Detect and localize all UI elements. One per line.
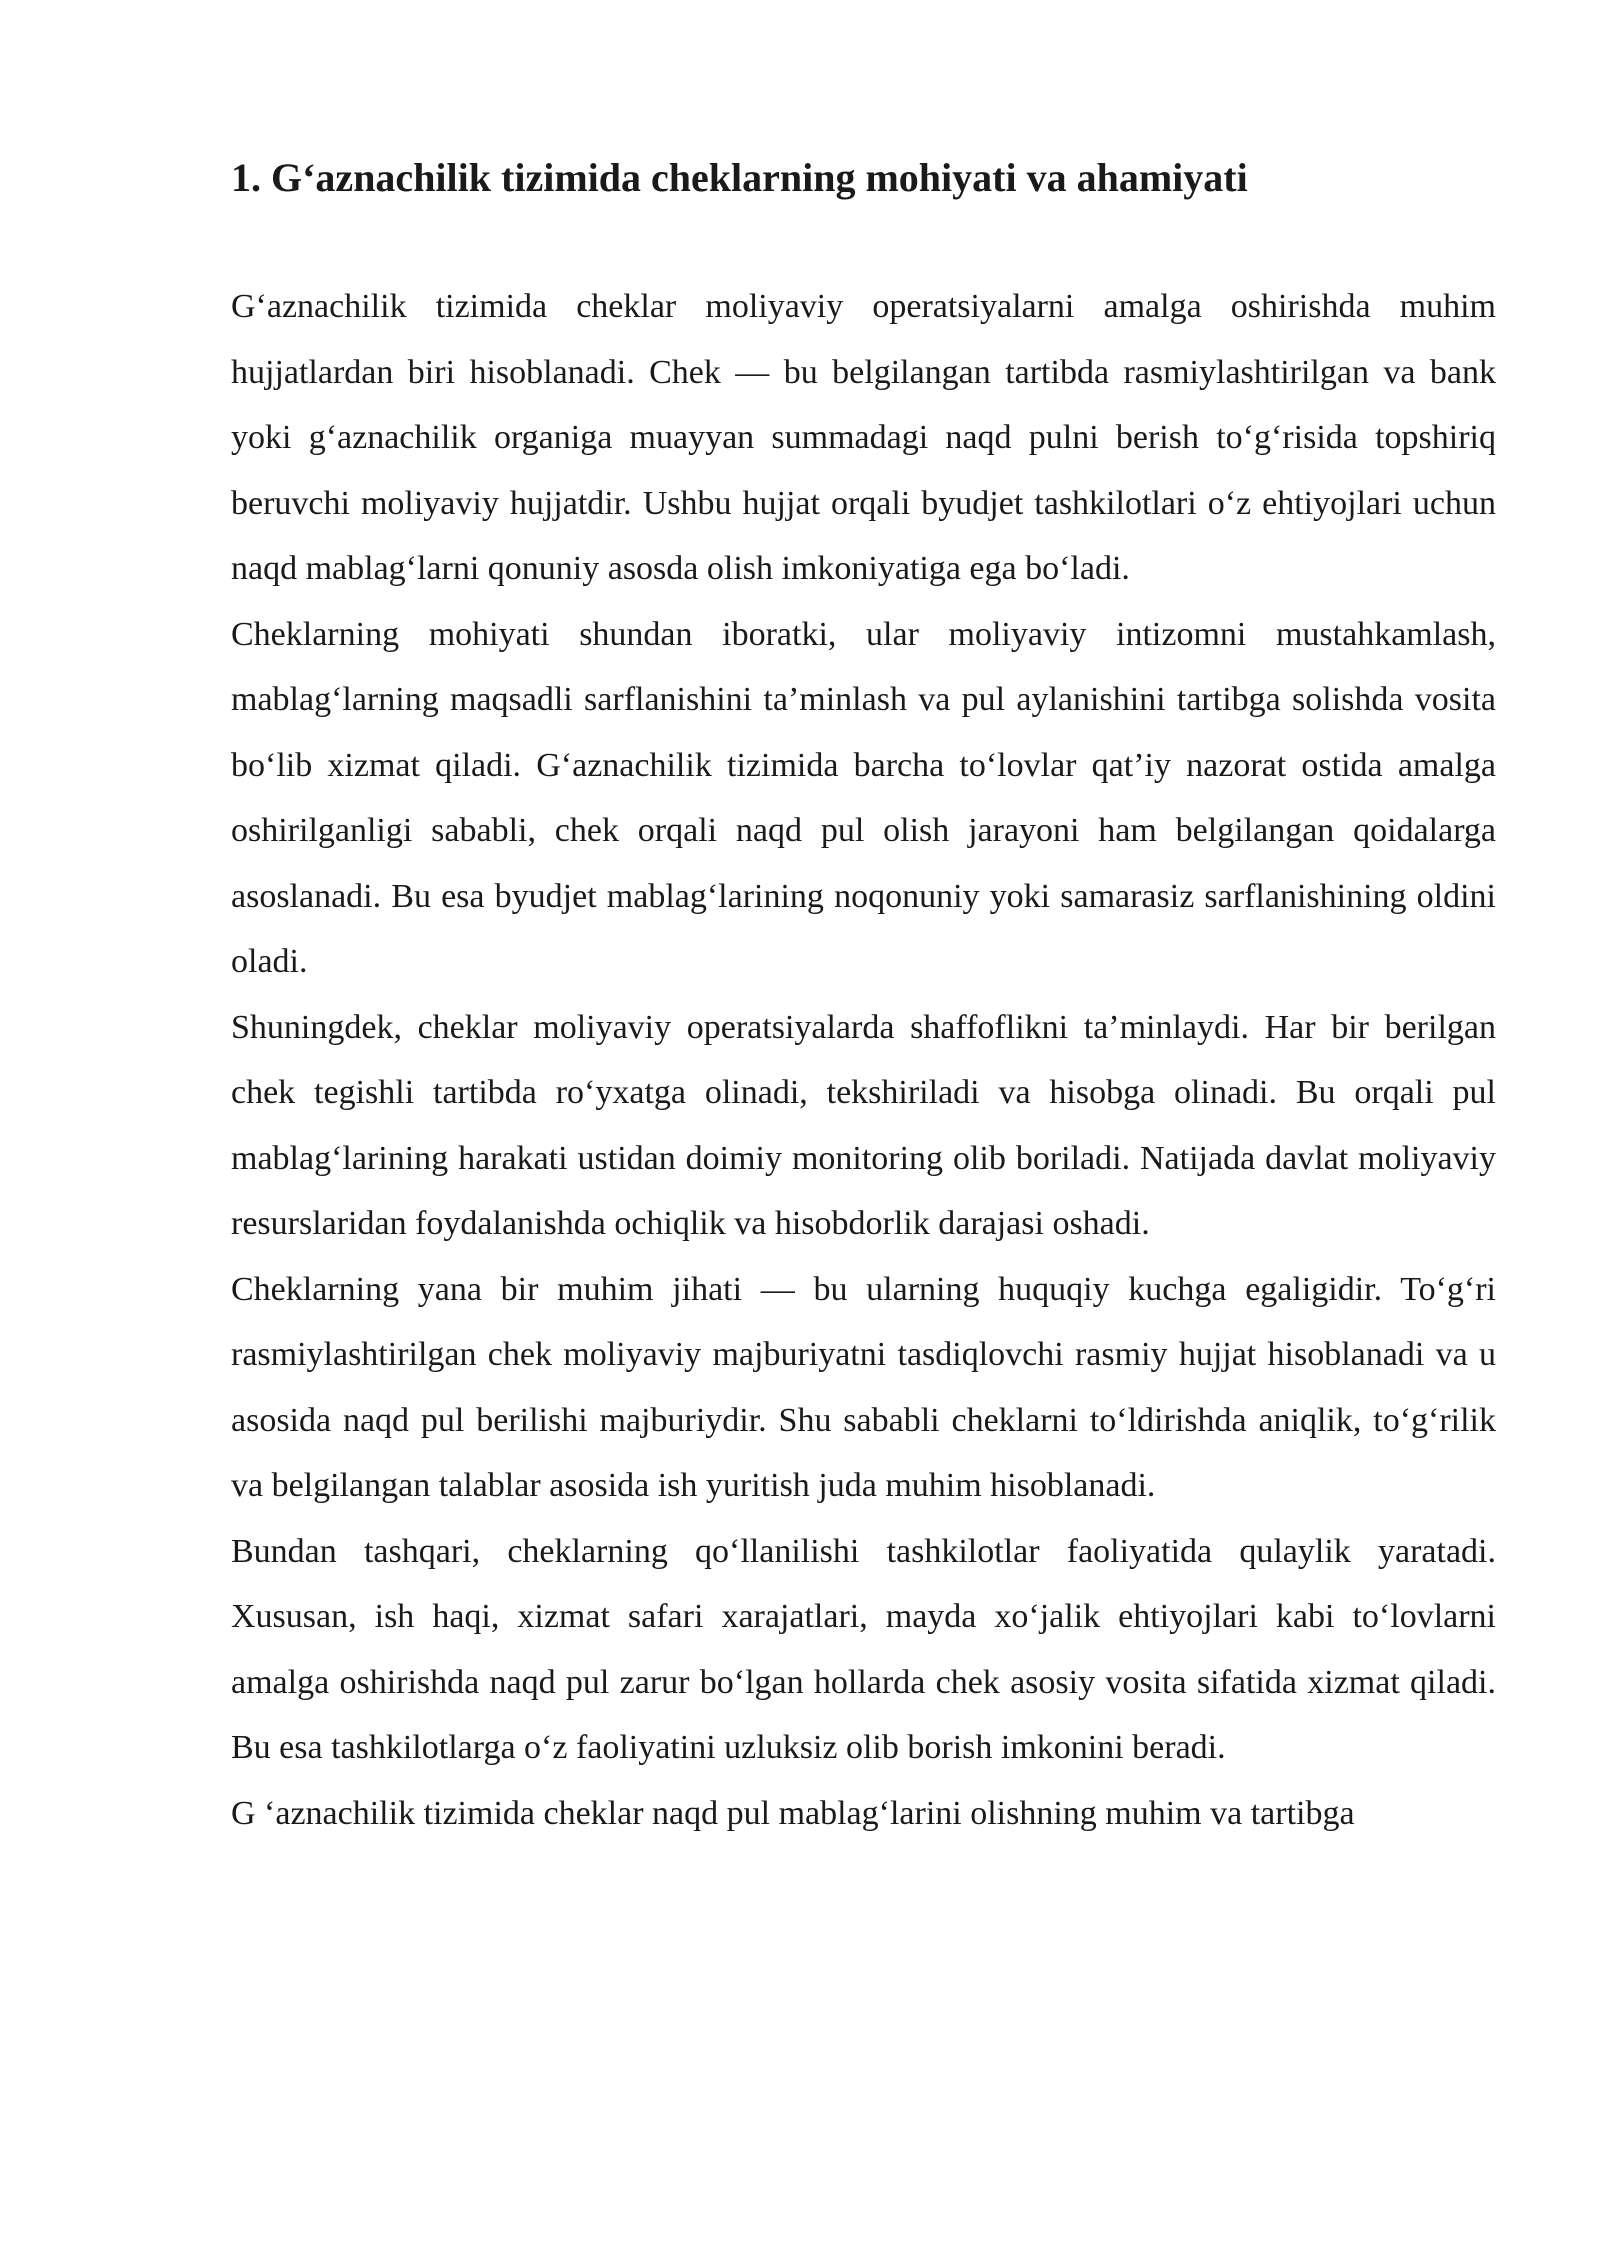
paragraph: Cheklarning mohiyati shundan iboratki, ular moliyaviy intizomni mustahkamlash, mablag‘larning maqsadli sarflanishini ta’minlash va pul aylanishini tartibga solishda vosita bo‘lib xizmat qiladi. G‘aznachilik tizimida barcha to‘lovlar qat’iy nazorat ostida amalga oshirilganligi sababli, chek orqali naqd pul olish jarayoni ham belgilangan qoidalarga asoslanadi. Bu esa byudjet mablag‘larining noqonuniy yoki samarasiz sarflanishining oldini oladi. bbox=[231, 615, 1496, 980]
paragraph: G‘aznachilik tizimida cheklar moliyaviy operatsiyalarni amalga oshirishda muhim hujjatlardan biri hisoblanadi. Chek — bu belgilangan tartibda rasmiylashtirilgan va bank yoki g‘aznachilik organiga muayyan summadagi naqd pulni berish to‘g‘risida topshiriq beruvchi moliyaviy hujjatdir. Ushbu hujjat orqali byudjet tashkilotlari o‘z ehtiyojlari uchun naqd mablag‘larni qonuniy asosda olish imkoniyatiga ega bo‘ladi. bbox=[231, 288, 1496, 587]
paragraph: Shuningdek, cheklar moliyaviy operatsiyalarda shaffoflikni ta’minlaydi. Har bir berilgan chek tegishli tartibda ro‘yxatga olinadi, tekshiriladi va hisobga olinadi. Bu orqali pul mablag‘larining harakati ustidan doimiy monitoring olib boriladi. Natijada davlat moliyaviy resurslaridan foydalanishda ochiqlik va hisobdorlik darajasi oshadi. bbox=[231, 1008, 1496, 1242]
paragraph: G ‘aznachilik tizimida cheklar naqd pul mablag‘larini olishning muhim va tartibga bbox=[231, 1794, 1355, 1832]
paragraph: Cheklarning yana bir muhim jihati — bu ularning huquqiy kuchga egaligidir. To‘g‘ri rasmiylashtirilgan chek moliyaviy majburiyatni tasdiqlovchi rasmiy hujjat hisoblanadi va u asosida naqd pul berilishi majburiydir. Shu sababli cheklarni to‘ldirishda aniqlik, to‘g‘rilik va belgilangan talablar asosida ish yuritish juda muhim hisoblanadi. bbox=[231, 1270, 1496, 1504]
section-heading: 1. G‘aznachilik tizimida cheklarning mohiyati va ahamiyati bbox=[231, 155, 1248, 200]
paragraph: Bundan tashqari, cheklarning qo‘llanilishi tashkilotlar faoliyatida qulaylik yaratadi. Xususan, ish haqi, xizmat safari xarajatlari, mayda xo‘jalik ehtiyojlari kabi to‘lovlarni amalga oshirishda naqd pul zarur bo‘lgan hollarda chek asosiy vosita sifatida xizmat qiladi. Bu esa tashkilotlarga o‘z faoliyatini uzluksiz olib borish imkonini beradi. bbox=[231, 1532, 1496, 1766]
document-body bbox=[231, 150, 1496, 1846]
